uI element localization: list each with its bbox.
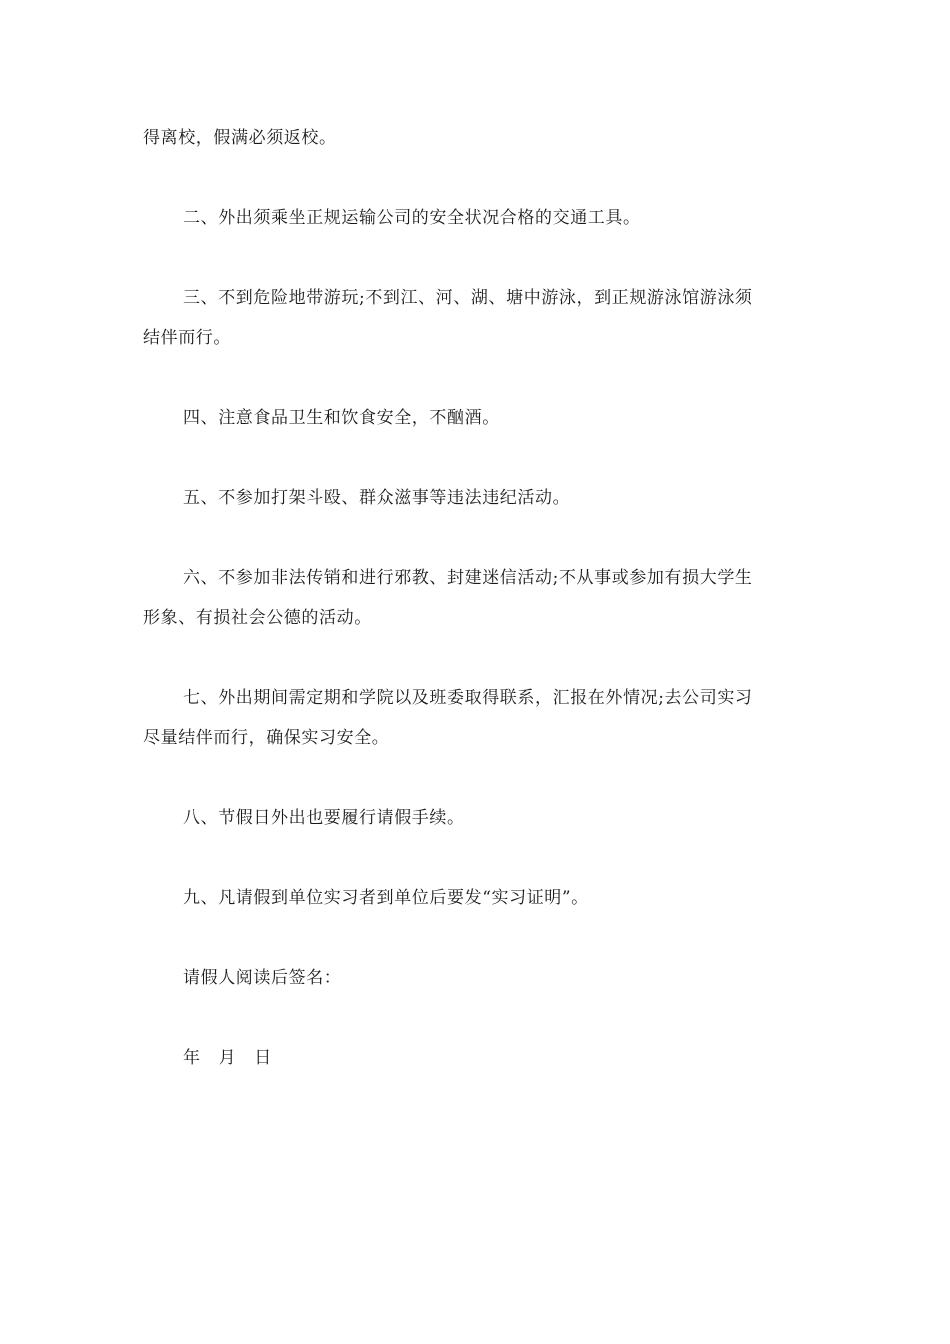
rule-2-line-1: 二、外出须乘坐正规运输公司的安全状况合格的交通工具。 [183,208,641,228]
date-line [183,1048,284,1068]
rule-8-line-1: 八、节假日外出也要履行请假手续。 [183,808,465,828]
rule-7-line-1: 七、外出期间需定期和学院以及班委取得联系，汇报在外情况;去公司实习 [183,688,753,708]
rule-5-line-1: 五、不参加打架斗殴、群众滋事等违法违纪活动。 [183,488,571,508]
signature-label: 请假人阅读后签名： [183,968,342,988]
date-day-label: 日 [254,1048,272,1068]
rule-6-line-2: 形象、有损社会公德的活动。 [143,608,372,628]
date-year-label: 年 [183,1048,201,1068]
rule-3-line-1: 三、不到危险地带游玩;不到江、河、湖、塘中游泳，到正规游泳馆游泳须 [183,288,753,308]
rule-3-line-2: 结伴而行。 [143,328,231,348]
continuation-line: 得离校，假满必须返校。 [143,128,337,148]
rule-4-line-1: 四、注意食品卫生和饮食安全，不酗酒。 [183,408,500,428]
date-month-label: 月 [218,1048,237,1068]
rule-6-line-1: 六、不参加非法传销和进行邪教、封建迷信活动;不从事或参加有损大学生 [183,568,753,588]
rule-9-line-1: 九、凡请假到单位实习者到单位后要发“实习证明”。 [183,888,589,908]
rule-7-line-2: 尽量结伴而行，确保实习安全。 [143,728,390,748]
